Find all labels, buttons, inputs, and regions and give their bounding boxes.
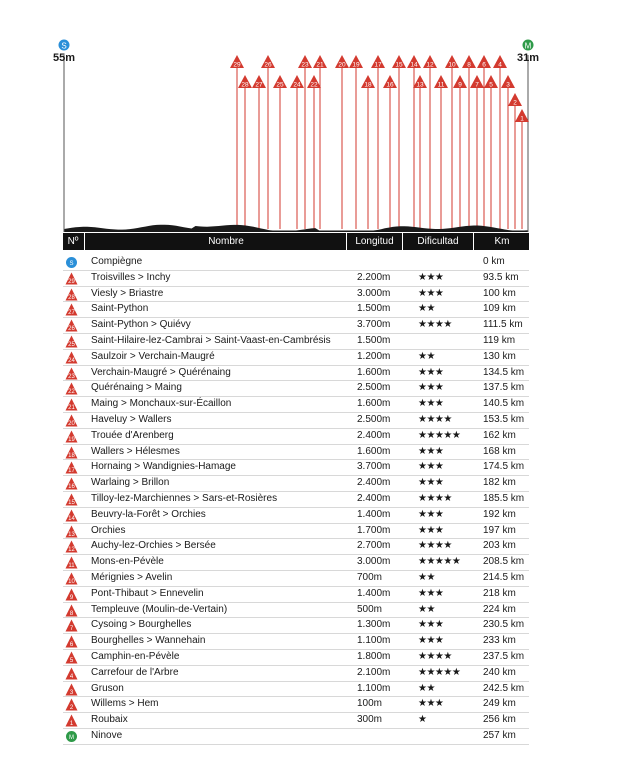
sector-km: 208.5 km (483, 556, 525, 568)
row-marker-label: 10 (68, 578, 75, 585)
start-marker-icon (65, 256, 78, 269)
sector-marker-icon (65, 461, 78, 474)
sector-km: 249 km (483, 698, 516, 710)
sector-marker-icon (65, 367, 78, 380)
sector-flag-label: 13 (416, 81, 424, 89)
header-difficulty: Dificultad (402, 233, 473, 250)
table-row (63, 508, 529, 524)
sector-length: 1.600m (357, 366, 391, 378)
sector-difficulty: ★★★★ (418, 492, 452, 504)
table-row (63, 603, 529, 619)
sector-difficulty: ★★★ (418, 445, 444, 457)
sector-flag-19 (349, 55, 363, 69)
sector-km: 256 km (483, 714, 516, 726)
table-row (63, 571, 529, 587)
sector-km: 185.5 km (483, 492, 525, 504)
sector-length: 3.700m (357, 461, 391, 473)
sector-name: Carrefour de l'Arbre (91, 666, 179, 678)
sector-flag-label: 6 (482, 61, 486, 69)
sector-flag-29 (230, 55, 244, 69)
sector-name: Verchain-Maugré > Quérénaing (91, 366, 231, 378)
sector-marker-icon (65, 414, 78, 427)
table-row (63, 650, 529, 666)
sector-km: 140.5 km (483, 398, 525, 410)
sector-km: 214.5 km (483, 571, 525, 583)
sector-flag-25 (273, 75, 287, 89)
sector-length: 2.400m (357, 429, 391, 441)
sector-length: 1.100m (357, 635, 391, 647)
sector-marker-icon (65, 667, 78, 680)
sector-flag-13 (413, 75, 427, 89)
sector-flag-label: 3 (506, 81, 510, 89)
sector-flag-7 (470, 75, 484, 89)
sector-length: 2.100m (357, 666, 391, 678)
sector-km: 168 km (483, 445, 516, 457)
table-row (63, 271, 529, 287)
sector-difficulty: ★★★ (418, 398, 444, 410)
row-marker-label: 12 (68, 547, 75, 554)
sector-name: Saulzoir > Verchain-Maugré (91, 350, 215, 362)
sector-marker-icon (65, 525, 78, 538)
row-marker-label: 15 (68, 499, 75, 506)
row-marker-label: 19 (68, 436, 75, 443)
sector-km: 218 km (483, 587, 516, 599)
table-row (63, 318, 529, 334)
sector-difficulty: ★★★★ (418, 319, 452, 331)
sector-length: 2.500m (357, 382, 391, 394)
sector-flag-21 (313, 55, 327, 69)
sector-name: Camphin-en-Pévèle (91, 650, 180, 662)
sector-marker-icon (65, 572, 78, 585)
sector-km: 233 km (483, 635, 516, 647)
sector-marker-icon (65, 556, 78, 569)
sector-difficulty: ★★★★★ (418, 556, 461, 568)
sector-difficulty: ★★★ (418, 366, 444, 378)
table-row (63, 682, 529, 698)
sector-km: 137.5 km (483, 382, 525, 394)
sector-flag-23 (298, 55, 312, 69)
sector-km: 119 km (483, 334, 516, 346)
table-row (63, 287, 529, 303)
sector-flag-label: 16 (386, 81, 394, 89)
sector-flag-20 (335, 55, 349, 69)
sector-km: 100 km (483, 287, 516, 299)
sector-km: 203 km (483, 540, 516, 552)
sector-km: 230.5 km (483, 619, 525, 631)
table-row (63, 476, 529, 492)
sector-km: 224 km (483, 603, 516, 615)
sector-name: Saint-Python > Quiévy (91, 319, 191, 331)
sector-flag-11 (434, 75, 448, 89)
sector-marker-icon (65, 604, 78, 617)
sector-length: 1.300m (357, 619, 391, 631)
table-row (63, 445, 529, 461)
sector-flag-label: 5 (489, 81, 493, 89)
row-marker-label: 17 (68, 468, 75, 475)
sector-difficulty: ★★★ (418, 382, 444, 394)
sector-marker-icon (65, 398, 78, 411)
sector-marker-icon (65, 509, 78, 522)
sector-difficulty: ★ (418, 714, 427, 726)
sector-flag-3 (501, 75, 515, 89)
sector-flag-label: 12 (426, 61, 434, 69)
sector-flag-17 (371, 55, 385, 69)
sector-flag-label: 29 (233, 61, 241, 69)
sector-flag-label: 22 (310, 81, 318, 89)
sector-km: 174.5 km (483, 461, 525, 473)
sector-flag-6 (477, 55, 491, 69)
table-row (63, 460, 529, 476)
finish-elevation: 31m (517, 52, 540, 64)
sector-difficulty: ★★ (418, 603, 435, 615)
row-marker-label: 4 (69, 673, 74, 680)
sector-difficulty: ★★★★★ (418, 666, 461, 678)
sector-flag-label: 8 (467, 61, 471, 69)
sector-flag-1 (515, 109, 529, 123)
sector-flag-label: 27 (255, 81, 263, 89)
sector-marker-icon (65, 619, 78, 632)
table-row (63, 634, 529, 650)
row-marker-label: 11 (68, 563, 75, 570)
sector-length: 2.200m (357, 271, 391, 283)
sector-flag-15 (392, 55, 406, 69)
sector-flag-label: 28 (241, 81, 249, 89)
sector-marker-icon (65, 335, 78, 348)
header-km: Km (473, 233, 530, 250)
sector-km: 237.5 km (483, 650, 525, 662)
table-row (63, 524, 529, 540)
sector-flag-label: 9 (458, 81, 462, 89)
table-row (63, 397, 529, 413)
table-row (63, 429, 529, 445)
sector-flag-label: 10 (448, 61, 456, 69)
start-marker-label: S (61, 41, 67, 51)
finish-marker-icon (65, 730, 78, 743)
row-marker-label: 13 (68, 531, 75, 538)
sector-flag-label: 24 (293, 81, 301, 89)
sector-length: 1.800m (357, 650, 391, 662)
sector-flag-label: 23 (301, 61, 309, 69)
sector-difficulty: ★★★★★ (418, 429, 461, 441)
sector-km: 182 km (483, 477, 516, 489)
sector-marker-icon (65, 288, 78, 301)
sector-difficulty: ★★★ (418, 271, 444, 283)
sector-flag-label: 20 (338, 61, 346, 69)
sector-flag-22 (307, 75, 321, 89)
table-row (63, 539, 529, 555)
sector-length: 1.700m (357, 524, 391, 536)
sector-km: 162 km (483, 429, 516, 441)
sector-flag-label: 26 (264, 61, 272, 69)
finish-marker-label: M (524, 41, 532, 51)
sector-flag-2 (508, 93, 522, 107)
table-row (63, 413, 529, 429)
sector-flag-label: 19 (352, 61, 360, 69)
sector-name: Troisvilles > Inchy (91, 271, 171, 283)
elevation-profile-chart (0, 0, 639, 232)
table-row (63, 555, 529, 571)
row-marker-label: 27 (68, 310, 75, 317)
header-length: Longitud (346, 233, 402, 250)
sector-length: 1.500m (357, 303, 391, 315)
sector-name: Pont-Thibaut > Ennevelin (91, 587, 204, 599)
row-marker-label: 25 (68, 341, 75, 348)
sector-length: 3.000m (357, 287, 391, 299)
sector-name: Saint-Hilaire-lez-Cambrai > Saint-Vaast-en-Cambrésis (91, 334, 331, 346)
row-marker-label: 28 (68, 294, 75, 301)
table-row (63, 492, 529, 508)
sector-name: Roubaix (91, 714, 128, 726)
sector-table (63, 255, 529, 745)
sector-name: Tilloy-lez-Marchiennes > Sars-et-Rosières (91, 492, 278, 504)
sector-flag-27 (252, 75, 266, 89)
sector-difficulty: ★★★ (418, 587, 444, 599)
sector-km: 109 km (483, 303, 516, 315)
sector-flag-18 (361, 75, 375, 89)
table-header (63, 233, 529, 250)
sector-km: 240 km (483, 666, 516, 678)
sector-difficulty: ★★ (418, 303, 435, 315)
table-row (63, 713, 529, 729)
sector-km: 192 km (483, 508, 516, 520)
sector-flag-label: 18 (364, 81, 372, 89)
row-marker-label: 21 (68, 405, 75, 412)
sector-flag-label: 1 (520, 115, 524, 123)
sector-difficulty: ★★★ (418, 524, 444, 536)
sector-name: Templeuve (Moulin-de-Vertain) (91, 603, 228, 615)
sector-flag-label: 7 (475, 81, 479, 89)
sector-difficulty: ★★★ (418, 461, 444, 473)
sector-difficulty: ★★ (418, 682, 435, 694)
row-marker-label: 8 (69, 610, 74, 617)
sector-marker-icon (65, 683, 78, 696)
sector-flag-16 (383, 75, 397, 89)
sector-length: 1.500m (357, 334, 391, 346)
row-marker-label: 16 (68, 484, 75, 491)
sector-name: Maing > Monchaux-sur-Écaillon (91, 398, 232, 410)
sector-difficulty: ★★ (418, 571, 435, 583)
sector-marker-icon (65, 319, 78, 332)
sector-difficulty: ★★★ (418, 698, 444, 710)
sector-marker-icon (65, 698, 78, 711)
sector-length: 1.400m (357, 508, 391, 520)
sector-difficulty: ★★★ (418, 287, 444, 299)
sector-length: 700m (357, 571, 383, 583)
sector-name: Quérénaing > Maing (91, 382, 182, 394)
sector-flag-label: 11 (437, 81, 445, 89)
sector-name: Auchy-lez-Orchies > Bersée (91, 540, 216, 552)
sector-km: 130 km (483, 350, 516, 362)
sector-length: 1.100m (357, 682, 391, 694)
sector-name: Warlaing > Brillon (91, 477, 170, 489)
sector-marker-icon (65, 540, 78, 553)
sector-difficulty: ★★★ (418, 635, 444, 647)
sector-marker-icon (65, 651, 78, 664)
sector-marker-icon (65, 303, 78, 316)
row-marker-label: 2 (69, 705, 74, 712)
table-row (63, 666, 529, 682)
table-row (63, 255, 529, 271)
sector-length: 3.700m (357, 319, 391, 331)
sector-name: Orchies (91, 524, 126, 536)
sector-flag-9 (453, 75, 467, 89)
sector-km: 111.5 km (483, 319, 523, 331)
row-marker-label: 23 (68, 373, 75, 380)
row-marker-label: S (69, 261, 74, 267)
sector-marker-icon (65, 272, 78, 285)
sector-marker-icon (65, 382, 78, 395)
sector-marker-icon (65, 351, 78, 364)
sector-km: 0 km (483, 256, 505, 267)
sector-km: 153.5 km (483, 413, 525, 425)
sector-flag-label: 17 (374, 61, 382, 69)
sector-difficulty: ★★★★ (418, 540, 452, 552)
sector-length: 1.400m (357, 587, 391, 599)
row-marker-label: 20 (68, 420, 75, 427)
table-row (63, 302, 529, 318)
start-elevation: 55m (53, 52, 76, 64)
sector-length: 1.600m (357, 398, 391, 410)
sector-length: 1.600m (357, 445, 391, 457)
sector-marker-icon (65, 714, 78, 727)
header-name: Nombre (84, 233, 367, 250)
sector-flag-4 (493, 55, 507, 69)
sector-marker-icon (65, 430, 78, 443)
sector-flag-label: 25 (276, 81, 284, 89)
sector-name: Mons-en-Pévèle (91, 556, 164, 568)
sector-length: 2.400m (357, 492, 391, 504)
table-row (63, 350, 529, 366)
row-marker-label: 26 (68, 326, 75, 333)
sector-flag-12 (423, 55, 437, 69)
sector-name: Willems > Hem (91, 698, 159, 710)
sector-flag-26 (261, 55, 275, 69)
sector-name: Ninove (91, 729, 123, 741)
sector-flag-14 (407, 55, 421, 69)
sector-length: 2.500m (357, 413, 391, 425)
sector-length: 300m (357, 714, 383, 726)
sector-name: Bourghelles > Wannehain (91, 635, 206, 647)
row-marker-label: 29 (68, 278, 75, 285)
sector-km: 242.5 km (483, 682, 525, 694)
sector-name: Compiègne (91, 256, 143, 267)
sector-flag-10 (445, 55, 459, 69)
sector-km: 197 km (483, 524, 516, 536)
sector-marker-icon (65, 588, 78, 601)
sector-km: 257 km (483, 729, 516, 741)
row-marker-label: 9 (69, 594, 74, 601)
sector-marker-icon (65, 446, 78, 459)
sector-flag-28 (238, 75, 252, 89)
row-marker-label: 1 (69, 721, 74, 728)
table-row (63, 587, 529, 603)
sector-name: Beuvry-la-Forêt > Orchies (91, 508, 206, 520)
sector-name: Mérignies > Avelin (91, 571, 173, 583)
row-marker-label: 24 (68, 357, 75, 364)
sector-flag-24 (290, 75, 304, 89)
table-row (63, 366, 529, 382)
sector-flag-label: 14 (410, 61, 418, 69)
row-marker-label: 18 (68, 452, 75, 459)
row-marker-label: 14 (68, 515, 75, 522)
header-number: Nº (67, 236, 79, 247)
sector-length: 500m (357, 603, 383, 615)
sector-flag-label: 4 (498, 61, 502, 69)
sector-name: Wallers > Hélesmes (91, 445, 180, 457)
sector-flag-5 (484, 75, 498, 89)
sector-name: Saint-Python (91, 303, 149, 315)
table-row (63, 729, 529, 745)
sector-flag-label: 2 (513, 99, 517, 107)
sector-difficulty: ★★ (418, 350, 435, 362)
sector-name: Cysoing > Bourghelles (91, 619, 192, 631)
table-row (63, 334, 529, 350)
sector-km: 93.5 km (483, 271, 519, 283)
sector-length: 100m (357, 698, 383, 710)
sector-lines (237, 68, 522, 229)
sector-name: Haveluy > Wallers (91, 413, 172, 425)
sector-length: 3.000m (357, 556, 391, 568)
sector-difficulty: ★★★★ (418, 413, 452, 425)
row-marker-label: 3 (69, 689, 74, 696)
sector-length: 2.700m (357, 540, 391, 552)
sector-flag-label: 15 (395, 61, 403, 69)
terrain-area (64, 225, 528, 232)
sector-length: 2.400m (357, 477, 391, 489)
sector-marker-icon (65, 477, 78, 490)
sector-length: 1.200m (357, 350, 391, 362)
table-row (63, 381, 529, 397)
sector-name: Viesly > Briastre (91, 287, 164, 299)
sector-flag-label: 21 (316, 61, 324, 69)
sector-name: Trouée d'Arenberg (91, 429, 174, 441)
sector-difficulty: ★★★ (418, 508, 444, 520)
sector-name: Gruson (91, 682, 124, 694)
row-marker-label: 5 (69, 657, 74, 664)
row-marker-label: 7 (69, 626, 74, 633)
table-row (63, 618, 529, 634)
sector-difficulty: ★★★ (418, 619, 444, 631)
sector-difficulty: ★★★ (418, 477, 444, 489)
row-marker-label: M (69, 734, 74, 741)
row-marker-label: 22 (68, 389, 75, 396)
sector-marker-icon (65, 635, 78, 648)
sector-difficulty: ★★★★ (418, 650, 452, 662)
sector-name: Hornaing > Wandignies-Hamage (91, 461, 236, 473)
sector-km: 134.5 km (483, 366, 525, 378)
sector-marker-icon (65, 493, 78, 506)
row-marker-label: 6 (69, 642, 74, 649)
table-row (63, 697, 529, 713)
sector-flag-8 (462, 55, 476, 69)
